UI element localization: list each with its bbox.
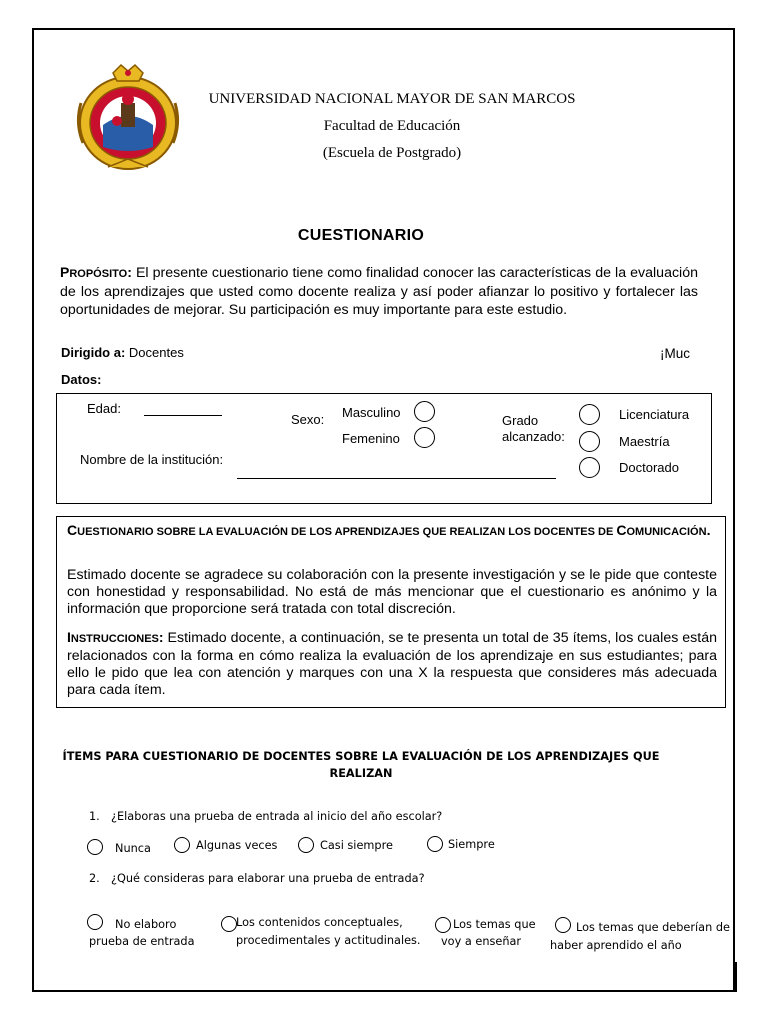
q1-option-siempre-radio[interactable] — [427, 836, 443, 852]
q2-option-no-elaboro-radio[interactable] — [87, 914, 103, 930]
q2-option-temas-ensenar-line2: voy a enseñar — [441, 935, 522, 948]
purpose-label-initial: P — [60, 264, 70, 280]
sexo-option-femenino: Femenino — [342, 431, 400, 446]
dirigido-line — [61, 345, 184, 360]
grado-option-licenciatura: Licenciatura — [619, 407, 690, 422]
faculty-name: Facultad de Educación — [323, 118, 461, 134]
q2-option-temas-aprendido-line1: Los temas que deberían de — [576, 921, 730, 934]
stray-text: ¡Muc — [660, 346, 690, 361]
purpose-paragraph — [60, 263, 698, 319]
items-title — [60, 748, 662, 782]
heading-rest-2: OMUNICACIÓN — [626, 526, 707, 538]
intro-paragraph: Estimado docente se agradece su colaboración con la presente investigación y se le pide que conteste con honestidad y responsabilidad. No está de más mencionar que el cuestionario es anónimo y la información que proporcione será tratada con total discreción. — [67, 567, 717, 617]
school-name: (Escuela de Postgrado) — [322, 145, 462, 161]
dirigido-label: Dirigido a: — [61, 345, 126, 360]
q2-option-no-elaboro-line2: prueba de entrada — [89, 935, 195, 948]
document-title: CUESTIONARIO — [297, 227, 425, 244]
q2-option-contenidos-line2: procedimentales y actitudinales. — [236, 934, 421, 947]
purpose-label-colon: : — [127, 264, 132, 280]
items-title-line1: ÍTEMS PARA CUESTIONARIO DE DOCENTES SOBRE LA EVALUACIÓN DE LOS APRENDIZAJES QUE — [62, 750, 660, 763]
grado-option-doctorado: Doctorado — [619, 460, 679, 475]
sexo-femenino-radio[interactable] — [414, 427, 435, 448]
grado-maestria-radio[interactable] — [579, 431, 600, 452]
instructions-paragraph — [67, 629, 717, 699]
q1-option-nunca-label: Nunca — [115, 842, 151, 855]
heading-period: . — [706, 522, 711, 538]
question-1-number: 1. — [89, 810, 100, 823]
grado-option-maestria: Maestría — [619, 434, 670, 449]
edad-label: Edad: — [87, 401, 121, 416]
sexo-masculino-radio[interactable] — [414, 401, 435, 422]
datos-box — [56, 393, 712, 504]
q1-option-casi-siempre-label: Casi siempre — [320, 839, 393, 852]
datos-label: Datos: — [61, 372, 102, 387]
instructions-label-initial: I — [67, 629, 71, 645]
purpose-label-rest: ROPÓSITO — [69, 268, 128, 280]
q1-option-algunas-radio[interactable] — [174, 837, 190, 853]
question-1-text: ¿Elaboras una prueba de entrada al inicio del año escolar? — [111, 810, 443, 823]
institucion-label: Nombre de la institución: — [80, 452, 224, 467]
university-crest-icon — [73, 63, 183, 173]
q2-option-contenidos-line1: Los contenidos conceptuales, — [236, 916, 403, 929]
q1-option-siempre-label: Siempre — [448, 838, 495, 851]
q2-option-temas-ensenar-radio[interactable] — [435, 917, 451, 933]
q2-option-temas-ensenar-line1: Los temas que — [453, 918, 536, 931]
question-2-number: 2. — [89, 872, 100, 885]
q1-option-nunca-radio[interactable] — [87, 839, 103, 855]
sexo-option-masculino: Masculino — [342, 405, 401, 420]
heading-initial-1: C — [67, 522, 78, 538]
heading-rest-1: UESTIONARIO SOBRE LA EVALUACIÓN DE LOS APRENDIZAJES QUE REALIZAN LOS DOCENTES DE — [77, 526, 617, 538]
question-2-text: ¿Qué consideras para elaborar una prueba de entrada? — [111, 872, 425, 885]
questionnaire-heading — [67, 521, 717, 541]
instructions-text: Estimado docente, a continuación, se te presenta un total de 35 ítems, los cuales están relacionados con la forma en cómo realiza la evaluación de los aprendizaje en sus estudiantes; para ello le pido que lea con atención y marques con una X la respuesta que consideres más adecuada para cada ítem. — [67, 630, 717, 698]
edad-input-line[interactable] — [144, 415, 222, 416]
instructions-label-rest: NSTRUCCIONES — [70, 633, 159, 645]
dirigido-value: Docentes — [125, 345, 184, 360]
grado-doctorado-radio[interactable] — [579, 457, 600, 478]
q2-option-no-elaboro-line1: No elaboro — [115, 918, 177, 931]
institution-header — [202, 86, 582, 167]
grado-label-line2: alcanzado: — [502, 429, 565, 444]
purpose-text: El presente cuestionario tiene como finalidad conocer las características de la evaluación de los aprendizajes que usted como docente realiza y así poder afianzar lo positivo y fortalecer las oportunidades de mejorar. Su participación es muy importante para este estudio. — [60, 265, 698, 318]
instructions-label-colon: : — [158, 629, 164, 645]
grado-label-line1: Grado — [502, 413, 539, 428]
grado-licenciatura-radio[interactable] — [579, 404, 600, 425]
heading-initial-2: C — [616, 522, 627, 538]
q1-option-casi-siempre-radio[interactable] — [298, 837, 314, 853]
sexo-label: Sexo: — [291, 412, 325, 427]
q2-option-contenidos-radio[interactable] — [221, 916, 237, 932]
institucion-input-line[interactable] — [237, 478, 556, 479]
q2-option-temas-aprendido-radio[interactable] — [555, 917, 571, 933]
questionnaire-box — [56, 516, 726, 708]
q1-option-algunas-label: Algunas veces — [196, 839, 278, 852]
page-edge-mark — [735, 962, 737, 992]
items-title-line2: REALIZAN — [329, 767, 393, 780]
q2-option-temas-aprendido-line2: haber aprendido el año — [550, 939, 682, 952]
university-name: UNIVERSIDAD NACIONAL MAYOR DE SAN MARCOS — [208, 91, 576, 107]
